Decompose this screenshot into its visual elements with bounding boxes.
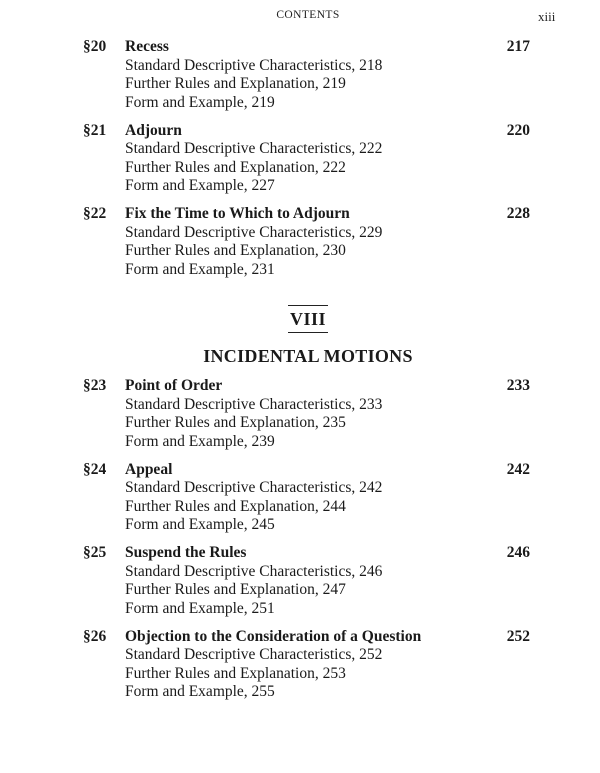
toc-group-1 — [0, 38, 600, 289]
subentry[interactable]: Further Rules and Explanation, 244 — [125, 497, 346, 515]
section-page: 228 — [506, 205, 530, 222]
section-title[interactable]: Objection to the Consideration of a Question — [125, 627, 422, 645]
subentry-list — [125, 563, 382, 619]
toc-entry-26 — [0, 628, 600, 712]
section-page: 242 — [506, 460, 530, 478]
subentry[interactable]: Standard Descriptive Characteristics, 229 — [125, 223, 383, 241]
section-number: §26 — [83, 627, 107, 645]
section-number: §25 — [83, 544, 107, 561]
subentry-list — [125, 224, 382, 280]
section-page: 233 — [506, 377, 530, 394]
subentry[interactable]: Standard Descriptive Characteristics, 218 — [125, 56, 383, 74]
running-title: CONTENTS — [276, 9, 340, 21]
subentry-list — [125, 646, 382, 702]
rule-bottom — [288, 332, 328, 333]
toc-entry-21 — [0, 122, 600, 206]
section-number: §20 — [83, 38, 107, 55]
section-title[interactable]: Fix the Time to Which to Adjourn — [125, 205, 350, 222]
section-title[interactable]: Adjourn — [125, 121, 182, 139]
part-numeral: VIII — [289, 309, 326, 329]
section-title[interactable]: Point of Order — [125, 377, 223, 394]
toc-entry-20 — [0, 38, 600, 122]
toc-entry-25 — [0, 544, 600, 628]
subentry-list — [125, 140, 382, 196]
subentry[interactable]: Further Rules and Explanation, 235 — [125, 414, 346, 431]
running-head — [0, 9, 600, 27]
section-title[interactable]: Suspend the Rules — [125, 544, 247, 561]
subentry[interactable]: Further Rules and Explanation, 219 — [125, 75, 346, 92]
subentry-list — [125, 396, 382, 452]
subentry[interactable]: Standard Descriptive Characteristics, 233 — [125, 395, 383, 413]
subentry[interactable]: Form and Example, 239 — [125, 432, 275, 450]
part-title: INCIDENTAL MOTIONS — [203, 346, 413, 366]
section-number: §22 — [83, 205, 107, 222]
section-page: 252 — [506, 627, 530, 645]
subentry[interactable]: Standard Descriptive Characteristics, 222 — [125, 140, 383, 157]
part-numeral-block — [288, 305, 328, 333]
subentry-list — [125, 479, 382, 535]
section-title[interactable]: Appeal — [125, 460, 173, 478]
section-title[interactable]: Recess — [125, 38, 169, 55]
toc-entry-23 — [0, 377, 600, 461]
subentry[interactable]: Further Rules and Explanation, 222 — [125, 158, 346, 176]
page-folio: xiii — [538, 9, 556, 24]
part-divider — [0, 302, 600, 372]
toc-entry-22 — [0, 205, 600, 289]
section-number: §23 — [83, 377, 107, 394]
subentry[interactable]: Form and Example, 231 — [125, 260, 275, 278]
subentry[interactable]: Standard Descriptive Characteristics, 242 — [125, 479, 383, 496]
toc-group-2 — [0, 377, 600, 711]
subentry[interactable]: Form and Example, 245 — [125, 516, 275, 533]
section-page: 220 — [506, 121, 530, 139]
subentry[interactable]: Form and Example, 251 — [125, 599, 275, 617]
subentry[interactable]: Form and Example, 255 — [125, 683, 275, 700]
subentry[interactable]: Standard Descriptive Characteristics, 246 — [125, 562, 383, 580]
subentry[interactable]: Standard Descriptive Characteristics, 252 — [125, 646, 383, 663]
section-number: §24 — [83, 460, 107, 478]
subentry[interactable]: Form and Example, 227 — [125, 177, 275, 194]
subentry-list — [125, 57, 382, 113]
subentry[interactable]: Further Rules and Explanation, 230 — [125, 242, 346, 259]
section-page: 217 — [506, 38, 530, 55]
section-number: §21 — [83, 121, 107, 139]
subentry[interactable]: Further Rules and Explanation, 247 — [125, 581, 346, 598]
section-page: 246 — [506, 544, 530, 561]
toc-entry-24 — [0, 461, 600, 545]
subentry[interactable]: Further Rules and Explanation, 253 — [125, 664, 346, 682]
subentry[interactable]: Form and Example, 219 — [125, 93, 275, 111]
